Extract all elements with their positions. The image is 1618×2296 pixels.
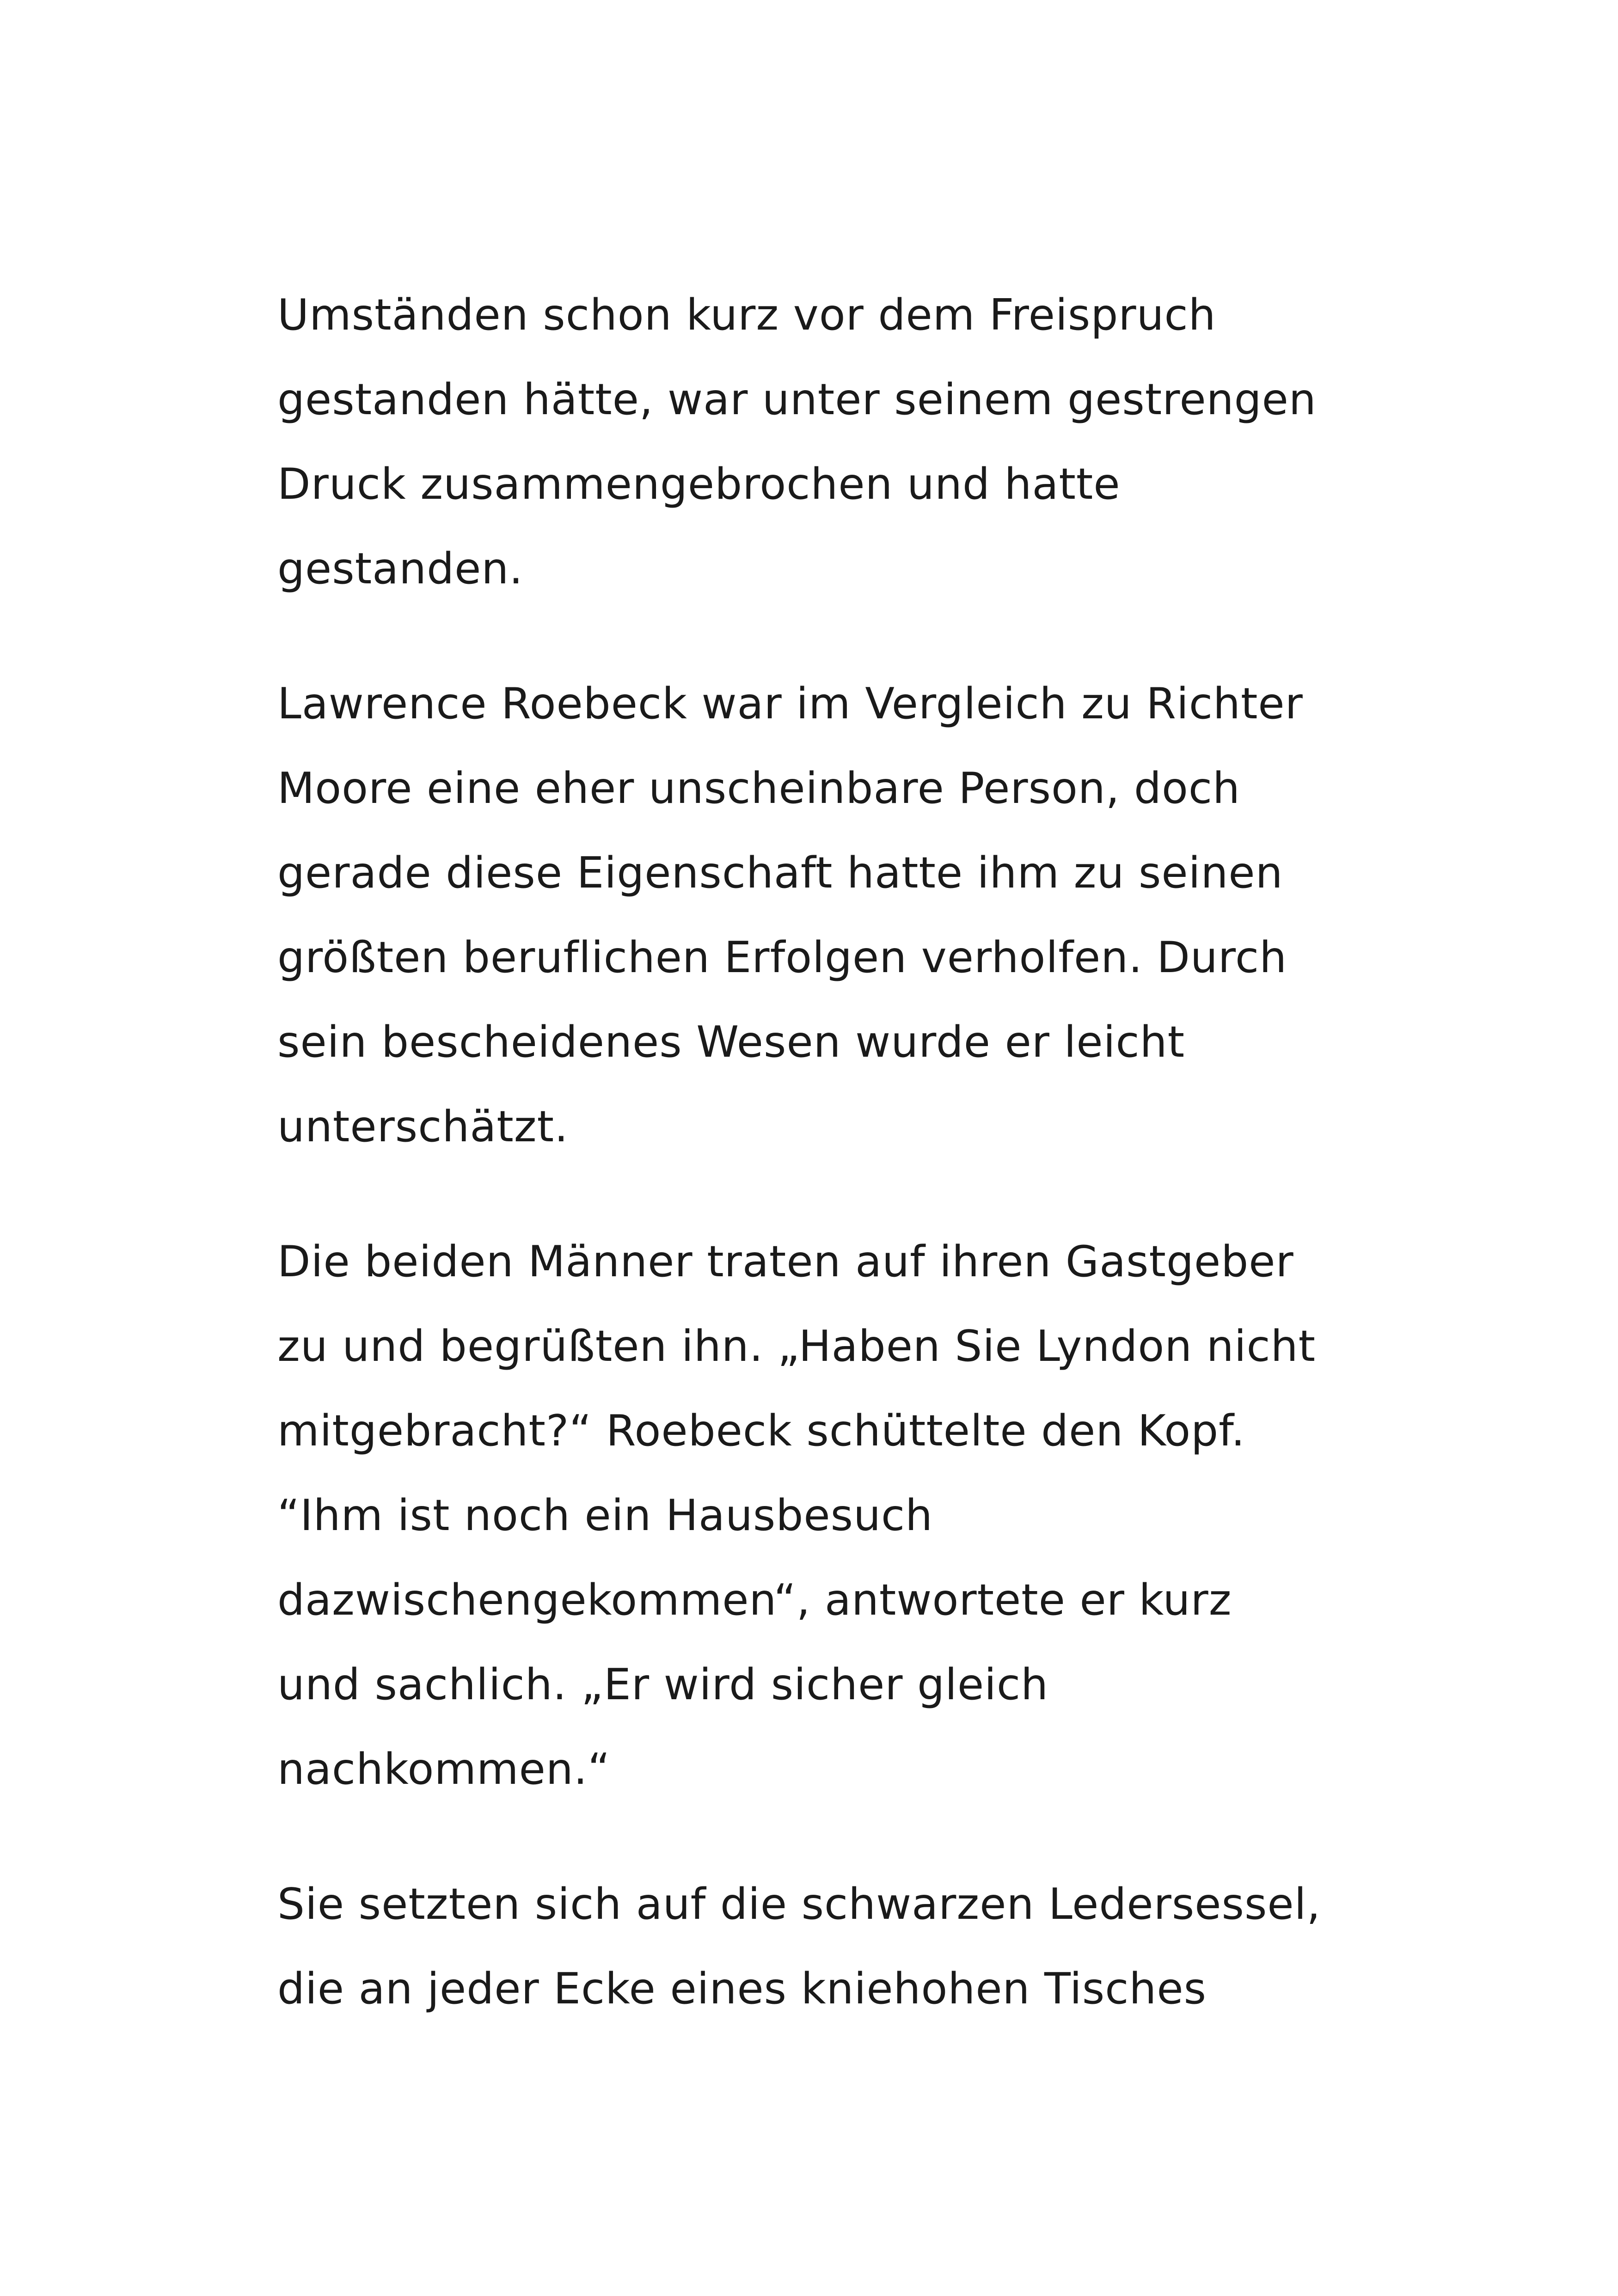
text-line: Moore eine eher unscheinbare Person, doch xyxy=(277,763,1241,813)
text-line: zu und begrüßten ihn. „Haben Sie Lyndon nicht xyxy=(277,1321,1316,1371)
text-line: gerade diese Eigenschaft hatte ihm zu seinen xyxy=(277,848,1283,898)
text-line: “Ihm ist noch ein Hausbesuch xyxy=(277,1490,933,1540)
text-line: mitgebracht?“ Roebeck schüttelte den Kopf. xyxy=(277,1406,1245,1456)
text-line: nachkommen.“ xyxy=(277,1744,611,1794)
paragraph-2 xyxy=(277,661,1387,1169)
paragraph-4 xyxy=(277,1862,1387,2031)
text-line: gestanden. xyxy=(277,544,523,594)
text-line: die an jeder Ecke eines kniehohen Tisches xyxy=(277,1964,1207,2014)
text-line: Sie setzten sich auf die schwarzen Ledersessel, xyxy=(277,1879,1321,1929)
text-line: sein bescheidenes Wesen wurde er leicht xyxy=(277,1017,1185,1067)
paragraph-3 xyxy=(277,1219,1387,1812)
text-line: Die beiden Männer traten auf ihren Gastgeber xyxy=(277,1237,1294,1286)
text-line: Lawrence Roebeck war im Vergleich zu Richter xyxy=(277,679,1303,729)
text-line: und sachlich. „Er wird sicher gleich xyxy=(277,1659,1049,1709)
text-line: Umständen schon kurz vor dem Freispruch xyxy=(277,290,1216,340)
text-line: gestanden hätte, war unter seinem gestrengen xyxy=(277,374,1317,424)
body-text xyxy=(277,273,1387,2082)
text-line: Druck zusammengebrochen und hatte xyxy=(277,459,1121,509)
paragraph-1 xyxy=(277,273,1387,611)
text-line: unterschätzt. xyxy=(277,1102,569,1151)
text-line: dazwischengekommen“, antwortete er kurz xyxy=(277,1575,1232,1625)
text-line: größten beruflichen Erfolgen verholfen. Durch xyxy=(277,932,1287,982)
